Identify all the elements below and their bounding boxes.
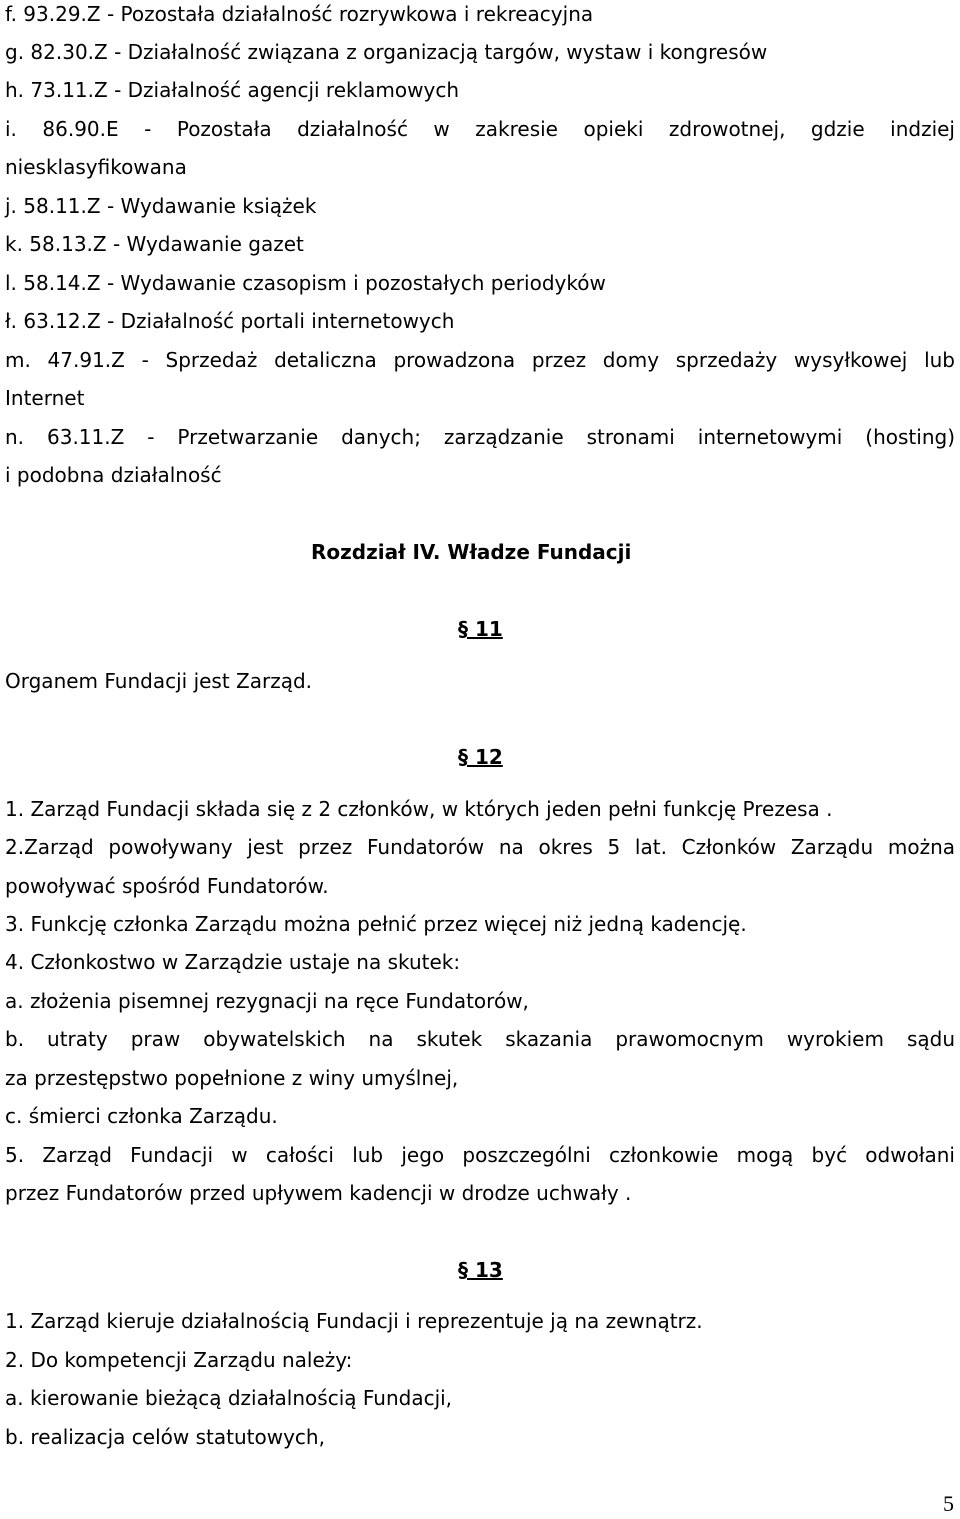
pkd-item-continued: i podobna działalność [5, 463, 222, 487]
section-mark-11: § 11 [458, 617, 503, 641]
pkd-item: j. 58.11.Z - Wydawanie książek [5, 194, 317, 218]
section-11-text: Organem Fundacji jest Zarząd. [5, 669, 313, 693]
section-12-line: 1. Zarząd Fundacji składa się z 2 członków, w których jeden pełni funkcję Prezesa . [5, 797, 833, 821]
pkd-item: g. 82.30.Z - Działalność związana z organizacją targów, wystaw i kongresów [5, 40, 768, 64]
section-13-line: 1. Zarząd kieruje działalnością Fundacji i reprezentuje ją na zewnątrz. [5, 1309, 703, 1333]
section-12-line: powoływać spośród Fundatorów. [5, 874, 329, 898]
section-13-line: a. kierowanie bieżącą działalnością Fundacji, [5, 1386, 453, 1410]
section-12-line: c. śmierci członka Zarządu. [5, 1104, 278, 1128]
pkd-item: n. 63.11.Z - Przetwarzanie danych; zarządzanie stronami internetowymi (hosting) [5, 425, 955, 449]
section-12-line: 2.Zarząd powoływany jest przez Fundatorów na okres 5 lat. Członków Zarządu można [5, 835, 955, 859]
page-number: 5 [943, 1491, 954, 1516]
section-13-line: 2. Do kompetencji Zarządu należy: [5, 1348, 353, 1372]
pkd-item: f. 93.29.Z - Pozostała działalność rozrywkowa i rekreacyjna [5, 2, 594, 26]
section-12-line: a. złożenia pisemnej rezygnacji na ręce Fundatorów, [5, 989, 529, 1013]
pkd-item: m. 47.91.Z - Sprzedaż detaliczna prowadzona przez domy sprzedaży wysyłkowej lub [5, 348, 955, 372]
pkd-item-continued: Internet [5, 386, 85, 410]
section-13-line: b. realizacja celów statutowych, [5, 1425, 325, 1449]
pkd-item: i. 86.90.E - Pozostała działalność w zakresie opieki zdrowotnej, gdzie indziej [5, 117, 955, 141]
section-12-line: za przestępstwo popełnione z winy umyślnej, [5, 1066, 459, 1090]
section-12-line: 4. Członkostwo w Zarządzie ustaje na skutek: [5, 950, 461, 974]
pkd-item: ł. 63.12.Z - Działalność portali internetowych [5, 309, 455, 333]
pkd-item: l. 58.14.Z - Wydawanie czasopism i pozostałych periodyków [5, 271, 606, 295]
section-mark-12: § 12 [458, 745, 503, 769]
section-12-line: 5. Zarząd Fundacji w całości lub jego poszczególni członkowie mogą być odwołani [5, 1143, 955, 1167]
pkd-item: h. 73.11.Z - Działalność agencji reklamowych [5, 78, 459, 102]
pkd-item-continued: niesklasyfikowana [5, 155, 187, 179]
pkd-item: k. 58.13.Z - Wydawanie gazet [5, 232, 304, 256]
section-12-line: b. utraty praw obywatelskich na skutek skazania prawomocnym wyrokiem sądu [5, 1027, 955, 1051]
section-12-line: przez Fundatorów przed upływem kadencji w drodze uchwały . [5, 1181, 632, 1205]
chapter-heading: Rozdział IV. Władze Fundacji [311, 540, 632, 564]
section-mark-13: § 13 [458, 1258, 503, 1282]
section-12-line: 3. Funkcję członka Zarządu można pełnić przez więcej niż jedną kadencję. [5, 912, 747, 936]
